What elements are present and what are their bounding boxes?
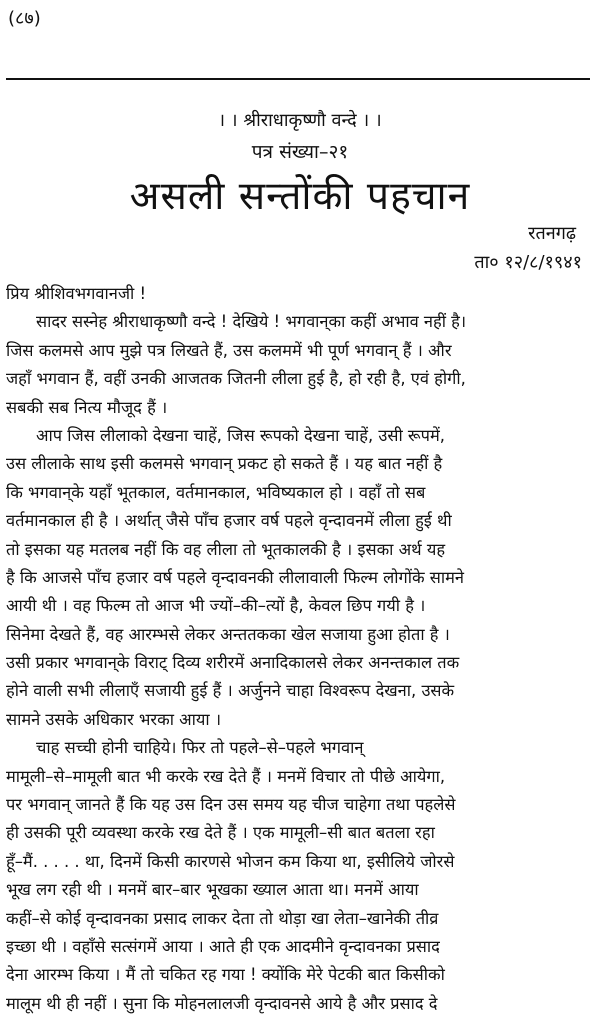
body-line: पर भगवान् जानते हैं कि यह उस दिन उस समय यह चीज चाहेगा तथा पहलेसे (6, 795, 456, 815)
body-line: सिनेमा देखते हैं, वह आरम्भसे लेकर अन्ततकका खेल सजाया हुआ होता है । (6, 624, 450, 644)
body-line: है कि आजसे पाँच हजार वर्ष पहले वृन्दावनकी लीलावाली फिल्म लोगोंके सामने (6, 567, 464, 587)
body-line: उसी प्रकार भगवान्‌के विराट् दिव्य शरीरमें अनादिकालसे लेकर अनन्तकाल तक (6, 653, 460, 673)
body-line: सामने उसके अधिकार भरका आया । (6, 709, 222, 729)
body-line: वर्तमानकाल ही है । अर्थात् जैसे पाँच हजार वर्ष पहले वृन्दावनमें लीला हुई थी (6, 511, 452, 531)
body-line: सादर सस्नेह श्रीराधाकृष्णौ वन्दे ! देखिये ! भगवान्‌का कहीं अभाव नहीं है। (36, 312, 467, 332)
body-line: मामूली–से–मामूली बात भी करके रख देते हैं । मनमें विचार तो पीछे आयेगा, (6, 766, 446, 786)
body-line: जहाँ भगवान हैं, वहीं उनकी आजतक जितनी लीला हुई है, हो रही है, एवं होगी, (6, 369, 466, 389)
body-line: उस लीलाके साथ इसी कलमसे भगवान् प्रकट हो सकते हैं । यह बात नहीं है (6, 454, 443, 474)
body-line: कहीं–से कोई वृन्दावनका प्रसाद लाकर देता तो थोड़ा खा लेता–खानेकी तीव्र (6, 908, 439, 928)
body-line: सबकी सब नित्य मौजूद हैं । (6, 397, 168, 417)
page-number: (८७) (8, 8, 41, 29)
letter-date: ता० १२/८/१९४१ (474, 252, 582, 273)
body-line: जिस कलमसे आप मुझे पत्र लिखते हैं, उस कलममें भी पूर्ण भगवान् हैं । और (6, 340, 452, 360)
body-line: इच्छा थी । वहाँसे सत्संगमें आया । आते ही एक आदमीने वृन्दावनका प्रसाद (6, 936, 440, 956)
body-line: चाह सच्ची होनी चाहिये। फिर तो पहले–से–पहले भगवान् (36, 738, 364, 758)
greeting-line: प्रिय श्रीशिवभगवानजी ! (6, 284, 147, 303)
body-line: होने वाली सभी लीलाएँ सजायी हुई हैं । अर्जुनने चाहा विश्वरूप देखना, उसके (6, 681, 455, 701)
body-line: हूँ–मैं. . . . . था, दिनमें किसी कारणसे भोजन कम किया था, इसीलिये जोरसे (6, 851, 455, 871)
body-line: देना आरम्भ किया । मैं तो चकित रह गया ! क्योंकि मेरे पेटकी बात किसीको (6, 965, 445, 985)
body-line: आप जिस लीलाको देखना चाहें, जिस रूपको देखना चाहें, उसी रूपमें, (36, 425, 445, 445)
letter-place: रतनगढ़ (528, 223, 576, 244)
body-line: कि भगवान्‌के यहाँ भूतकाल, वर्तमानकाल, भविष्यकाल हो । वहाँ तो सब (6, 482, 426, 502)
body-line: ही उसकी पूरी व्यवस्था करके रख देते हैं । एक मामूली–सी बात बतला रहा (6, 823, 435, 843)
body-line: तो इसका यह मतलब नहीं कि वह लीला तो भूतकालकी है । इसका अर्थ यह (6, 539, 446, 559)
body-line: आयी थी । वह फिल्म तो आज भी ज्यों–की–त्यों है, केवल छिप गयी है । (6, 596, 426, 616)
letter-body (6, 280, 592, 1018)
body-line: भूख लग रही थी । मनमें बार–बार भूखका ख्याल आता था। मनमें आया (6, 880, 419, 900)
header-rule (6, 78, 590, 80)
letter-number: पत्र संख्या–२१ (251, 141, 349, 163)
letter-title: असली सन्तोंकी पहचान (129, 174, 471, 219)
body-line: मालूम थी ही नहीं । सुना कि मोहनलालजी वृन्दावनसे आये है और प्रसाद दे (6, 993, 438, 1013)
salutation-heading: । । श्रीराधाकृष्णौ वन्दे । । (218, 110, 382, 131)
